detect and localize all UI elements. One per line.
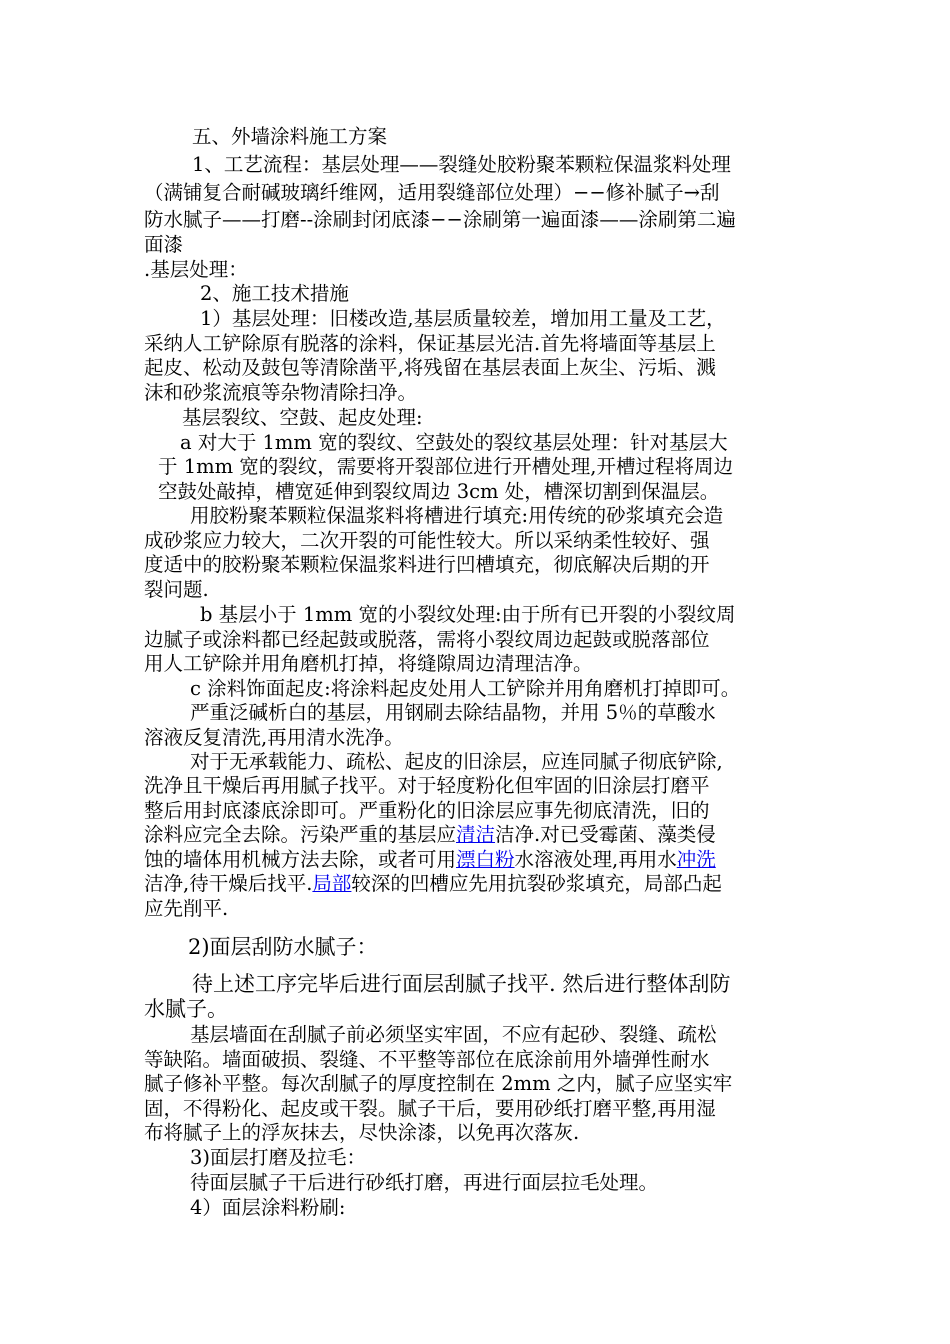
text-segment: 水溶液处理,再用水: [514, 848, 677, 871]
text-line: b 基层小于 1mm 宽的小裂纹处理:由于所有已开裂的小裂纹周: [200, 603, 736, 626]
text-line: a 对大于 1mm 宽的裂纹、空鼓处的裂纹基层处理：针对基层大: [180, 431, 728, 454]
text-line: 水腻子。: [144, 997, 228, 1021]
text-line: 严重泛碱析白的基层，用钢刷去除结晶物，并用 5％的草酸水: [190, 701, 716, 724]
text-line: 1、工艺流程：基层处理——裂缝处胶粉聚苯颗粒保温浆料处理: [192, 153, 731, 176]
text-line: 防水腻子——打磨--涂刷封闭底漆−−涂刷第一遍面漆——涂刷第二遍: [144, 208, 736, 231]
text-line: 应先削平.: [144, 897, 229, 920]
text-line: 洗净且干燥后再用腻子找平。对于轻度粉化但牢固的旧涂层打磨平: [144, 774, 710, 797]
text-line: .基层处理：: [144, 258, 248, 281]
text-line: 1）基层处理：旧楼改造,基层质量较差，增加用工量及工艺，: [200, 307, 726, 330]
text-line: 待上述工序完毕后进行面层刮腻子找平. 然后进行整体刮防: [192, 972, 731, 996]
text-line: （满铺复合耐碱玻璃纤维网，适用裂缝部位处理）−−修补腻子→刮: [144, 181, 720, 204]
text-line: 整后用封底漆底涂即可。严重粉化的旧涂层应事先彻底清洗，旧的: [144, 799, 710, 822]
section-heading: 五、外墙涂料施工方案: [192, 125, 388, 148]
link-rinse[interactable]: 冲洗: [676, 848, 716, 871]
text-segment: 涂料应完全去除。污染严重的基层应: [144, 823, 457, 846]
text-line: 起皮、松动及鼓包等清除凿平,将残留在基层表面上灰尘、污垢、溅: [144, 356, 716, 379]
text-line: 沫和砂浆流痕等杂物清除扫净。: [144, 381, 418, 404]
link-bleaching-powder[interactable]: 漂白粉: [456, 848, 515, 871]
text-line: 裂问题.: [144, 578, 209, 601]
text-line: 布将腻子上的浮灰抹去，尽快涂漆，以免再次落灰.: [144, 1121, 580, 1144]
subheading: 2)面层刮防水腻子：: [188, 935, 378, 959]
subheading: 2、施工技术措施: [200, 282, 349, 305]
text-line: 采纳人工铲除原有脱落的涂料，保证基层光洁.首先将墙面等基层上: [144, 332, 716, 355]
text-line: [144, 822, 716, 848]
text-segment: 蚀的墙体用机械方法去除，或者可用: [144, 848, 457, 871]
subheading: 4）面层涂料粉刷:: [190, 1196, 346, 1219]
text-line: 面漆: [144, 233, 184, 256]
text-line: 固，不得粉化、起皮或干裂。腻子干后，要用砂纸打磨平整,再用湿: [144, 1097, 716, 1120]
text-line: 溶液反复清洗,再用清水洗净。: [144, 726, 404, 749]
text-line: [144, 847, 716, 873]
text-line: 基层墙面在刮腻子前必须坚实牢固，不应有起砂、裂缝、疏松: [190, 1023, 717, 1046]
text-line: 于 1mm 宽的裂纹，需要将开裂部位进行开槽处理,开槽过程将周边: [158, 455, 733, 478]
text-line: 腻子修补平整。每次刮腻子的厚度控制在 2mm 之内，腻子应坚实牢: [144, 1072, 733, 1095]
text-line: [144, 871, 722, 897]
text-line: 边腻子或涂料都已经起鼓或脱落，需将小裂纹周边起鼓或脱落部位: [144, 628, 710, 651]
text-line: 用胶粉聚苯颗粒保温浆料将槽进行填充:用传统的砂浆填充会造: [190, 504, 724, 527]
link-clean[interactable]: 清洁: [456, 823, 496, 846]
text-line: 空鼓处敲掉，槽宽延伸到裂纹周边 3cm 处，槽深切割到保温层。: [158, 480, 720, 503]
text-line: 用人工铲除并用角磨机打掉，将缝隙周边清理洁净。: [144, 652, 593, 675]
link-local[interactable]: 局部: [312, 872, 352, 895]
text-line: 待面层腻子干后进行砂纸打磨，再进行面层拉毛处理。: [190, 1171, 659, 1194]
text-segment: 洁净.对已受霉菌、藻类侵: [495, 823, 716, 846]
subheading: 3)面层打磨及拉毛：: [190, 1146, 367, 1169]
text-line: 基层裂纹、空鼓、起皮处理:: [182, 406, 423, 429]
text-line: 对于无承载能力、疏松、起皮的旧涂层，应连同腻子彻底铲除,: [190, 750, 723, 773]
text-segment: 洁净,待干燥后找平.: [144, 872, 313, 895]
text-line: 等缺陷。墙面破损、裂缝、不平整等部位在底涂前用外墙弹性耐水: [144, 1048, 710, 1071]
text-line: c 涂料饰面起皮:将涂料起皮处用人工铲除并用角磨机打掉即可。: [190, 677, 741, 700]
text-line: 成砂浆应力较大，二次开裂的可能性较大。所以采纳柔性较好、强: [144, 529, 710, 552]
text-line: 度适中的胶粉聚苯颗粒保温浆料进行凹槽填充，彻底解决后期的开: [144, 553, 710, 576]
text-segment: 较深的凹槽应先用抗裂砂浆填充，局部凸起: [351, 872, 722, 895]
